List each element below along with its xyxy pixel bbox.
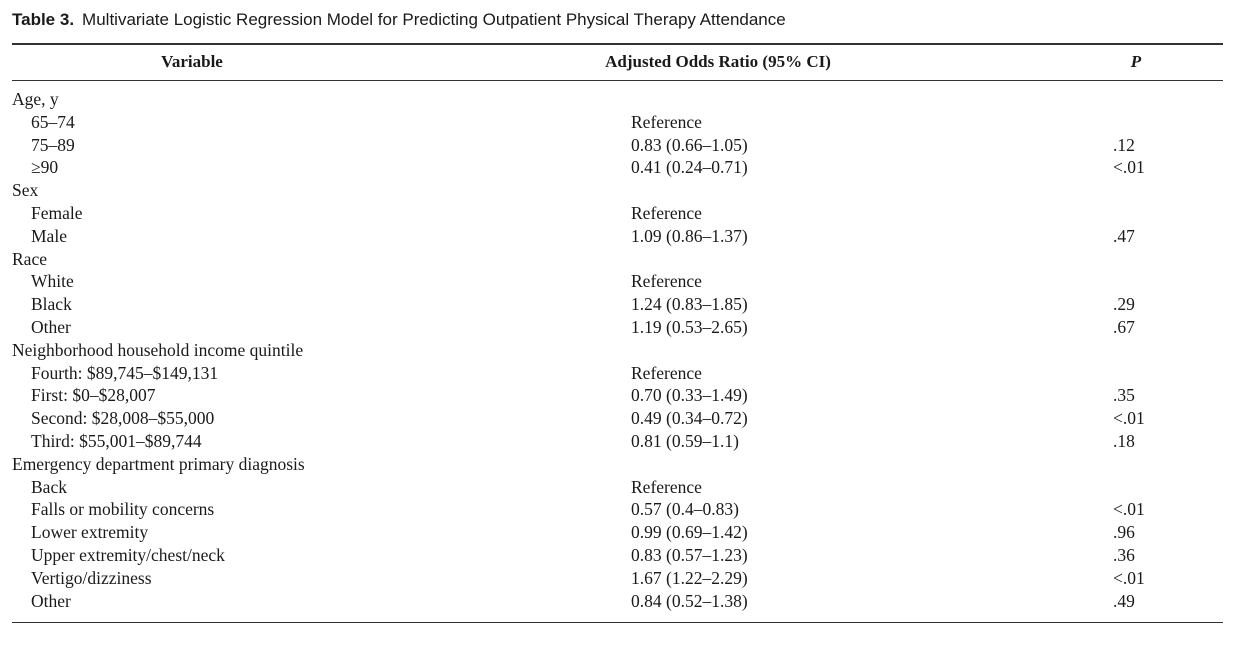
odds-ratio-cell: Reference bbox=[631, 476, 702, 497]
table-row bbox=[12, 476, 1223, 499]
odds-ratio-cell: 0.83 (0.66–1.05) bbox=[631, 134, 748, 155]
variable-cell: Back bbox=[31, 476, 67, 497]
variable-cell: Third: $55,001–$89,744 bbox=[31, 430, 202, 451]
table-title: Multivariate Logistic Regression Model for Predicting Outpatient Physical Therapy Attendance bbox=[82, 10, 786, 29]
odds-ratio-cell: 1.24 (0.83–1.85) bbox=[631, 294, 748, 315]
variable-cell: Male bbox=[31, 225, 67, 246]
table-row bbox=[12, 521, 1223, 544]
odds-ratio-cell: Reference bbox=[631, 362, 702, 383]
variable-cell: 65–74 bbox=[31, 111, 75, 132]
variable-cell: Black bbox=[31, 294, 72, 315]
top-rule bbox=[12, 43, 1223, 45]
variable-cell: White bbox=[31, 271, 74, 292]
variable-cell: Emergency department primary diagnosis bbox=[12, 453, 305, 474]
odds-ratio-cell: 0.83 (0.57–1.23) bbox=[631, 544, 748, 565]
table-row bbox=[12, 498, 1223, 521]
p-value-cell: .36 bbox=[1113, 544, 1135, 565]
p-value-cell: .47 bbox=[1113, 225, 1135, 246]
variable-cell: Second: $28,008–$55,000 bbox=[31, 408, 215, 429]
odds-ratio-cell: 1.19 (0.53–2.65) bbox=[631, 316, 748, 337]
variable-cell: Female bbox=[31, 202, 83, 223]
odds-ratio-cell: 0.41 (0.24–0.71) bbox=[631, 157, 748, 178]
variable-cell: Other bbox=[31, 316, 71, 337]
odds-ratio-cell: 0.99 (0.69–1.42) bbox=[631, 522, 748, 543]
variable-cell: First: $0–$28,007 bbox=[31, 385, 156, 406]
group-heading-row bbox=[12, 453, 1223, 476]
p-value-cell: .29 bbox=[1113, 294, 1135, 315]
table-row bbox=[12, 384, 1223, 407]
variable-cell: Upper extremity/chest/neck bbox=[31, 544, 225, 565]
table-row bbox=[12, 202, 1223, 225]
table-row bbox=[12, 293, 1223, 316]
table-row bbox=[12, 156, 1223, 179]
variable-cell: Fourth: $89,745–$149,131 bbox=[31, 362, 219, 383]
odds-ratio-cell: 0.49 (0.34–0.72) bbox=[631, 408, 748, 429]
p-value-cell: .96 bbox=[1113, 522, 1135, 543]
table-row bbox=[12, 407, 1223, 430]
odds-ratio-cell: 0.84 (0.52–1.38) bbox=[631, 590, 748, 611]
table-row bbox=[12, 544, 1223, 567]
header-p-value: P bbox=[1130, 52, 1142, 71]
odds-ratio-cell: Reference bbox=[631, 271, 702, 292]
bottom-rule bbox=[12, 622, 1223, 623]
variable-cell: Neighborhood household income quintile bbox=[12, 339, 304, 360]
p-value-cell: <.01 bbox=[1113, 408, 1145, 429]
variable-cell: 75–89 bbox=[31, 134, 75, 155]
variable-cell: Age, y bbox=[12, 89, 59, 109]
odds-ratio-cell: 0.70 (0.33–1.49) bbox=[631, 385, 748, 406]
group-heading-row bbox=[12, 339, 1223, 362]
p-value-cell: .12 bbox=[1113, 134, 1135, 155]
table-row bbox=[12, 316, 1223, 339]
table-row bbox=[12, 111, 1223, 134]
table-row bbox=[12, 270, 1223, 293]
odds-ratio-cell: 1.09 (0.86–1.37) bbox=[631, 225, 748, 246]
table-number: Table 3. bbox=[12, 10, 75, 29]
p-value-cell: <.01 bbox=[1113, 157, 1145, 178]
p-value-cell: .67 bbox=[1113, 316, 1135, 337]
table-caption bbox=[12, 10, 786, 30]
p-value-cell: <.01 bbox=[1113, 567, 1145, 588]
table-row bbox=[12, 134, 1223, 157]
variable-cell: Vertigo/dizziness bbox=[31, 567, 152, 588]
header-variable: Variable bbox=[161, 52, 223, 71]
variable-cell: ≥90 bbox=[31, 157, 59, 178]
group-heading-row bbox=[12, 88, 1223, 111]
group-heading-row bbox=[12, 248, 1223, 271]
odds-ratio-cell: Reference bbox=[631, 111, 702, 132]
table-row bbox=[12, 567, 1223, 590]
header-rule bbox=[12, 80, 1223, 81]
table-body bbox=[12, 88, 1223, 612]
p-value-cell: <.01 bbox=[1113, 499, 1145, 520]
table-header bbox=[12, 52, 1223, 74]
table-row bbox=[12, 430, 1223, 453]
odds-ratio-cell: 0.81 (0.59–1.1) bbox=[631, 430, 739, 451]
table-row bbox=[12, 362, 1223, 385]
variable-cell: Falls or mobility concerns bbox=[31, 499, 215, 520]
variable-cell: Lower extremity bbox=[31, 522, 149, 543]
odds-ratio-cell: 0.57 (0.4–0.83) bbox=[631, 499, 739, 520]
p-value-cell: .49 bbox=[1113, 590, 1135, 611]
variable-cell: Race bbox=[12, 248, 47, 269]
variable-cell: Other bbox=[31, 590, 71, 611]
group-heading-row bbox=[12, 179, 1223, 202]
table-row bbox=[12, 225, 1223, 248]
variable-cell: Sex bbox=[12, 180, 39, 201]
p-value-cell: .35 bbox=[1113, 385, 1135, 406]
odds-ratio-cell: 1.67 (1.22–2.29) bbox=[631, 567, 748, 588]
table-row bbox=[12, 590, 1223, 613]
p-value-cell: .18 bbox=[1113, 430, 1135, 451]
header-odds-ratio: Adjusted Odds Ratio (95% CI) bbox=[605, 52, 831, 71]
odds-ratio-cell: Reference bbox=[631, 202, 702, 223]
